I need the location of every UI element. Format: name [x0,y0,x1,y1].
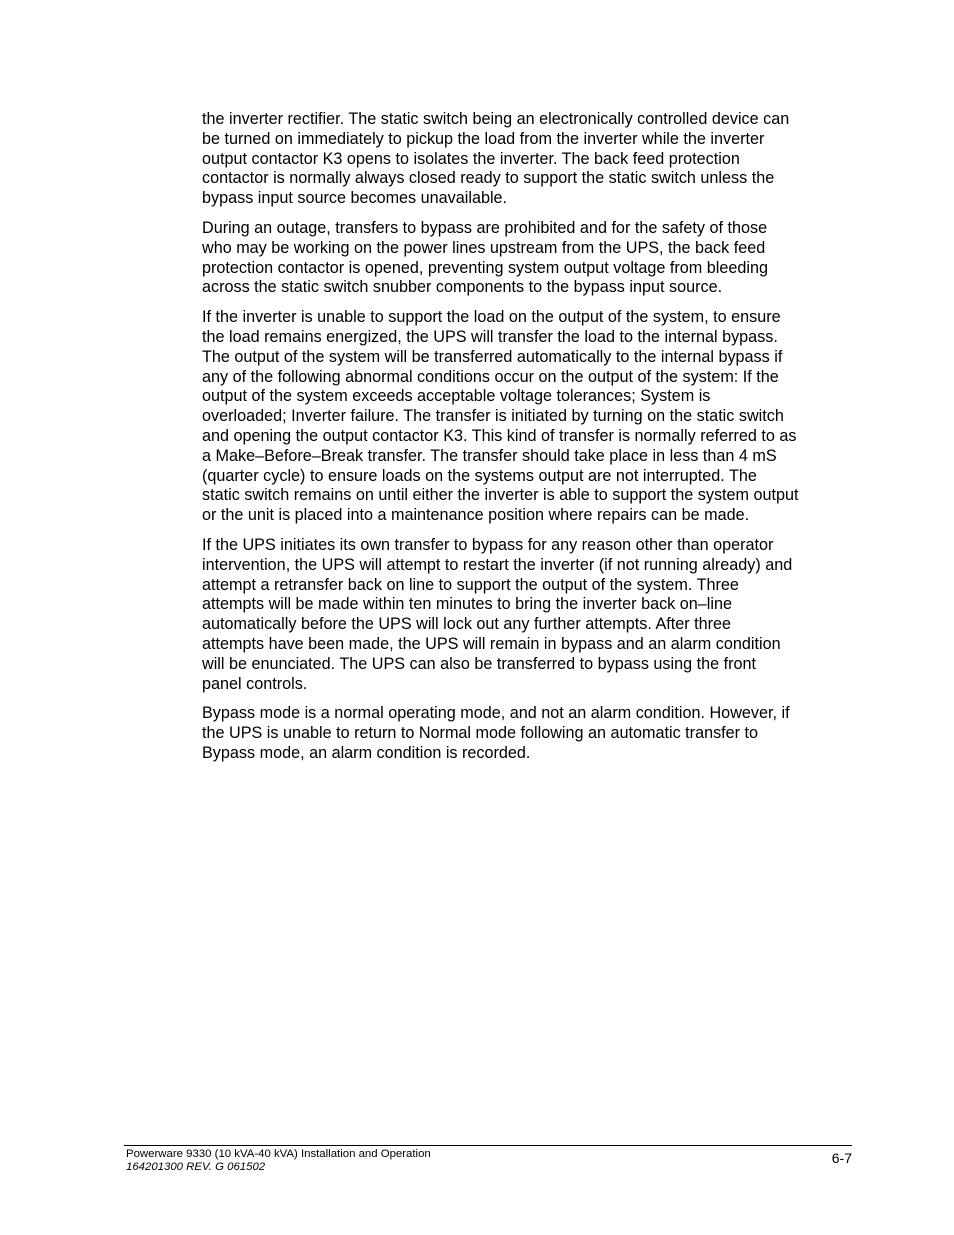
text-line: output contactor K3 opens to isolates the inverter. The back feed protection [202,149,740,168]
text-line: protection contactor is opened, preventing system output voltage from bleeding [202,258,769,277]
text-line: any of the following abnormal conditions occur on the output of the system: If the [202,367,779,386]
text-line: automatically before the UPS will lock out any further attempts. After three [202,615,732,634]
text-line: and opening the output contactor K3. This kind of transfer is normally referred to as [202,426,797,445]
text-line: If the UPS initiates its own transfer to bypass for any reason other than operator [202,535,774,554]
paragraph-static-switch [202,110,846,209]
text-line: across the static switch snubber components to the bypass input source. [202,278,723,297]
text-line: panel controls. [202,674,308,693]
text-line: who may be working on the power lines upstream from the UPS, the back feed [202,238,766,257]
paragraph-bypass-mode [202,704,846,763]
text-line: a Make–Before–Break transfer. The transfer should take place in less than 4 mS [202,446,777,465]
text-line: intervention, the UPS will attempt to restart the inverter (if not running already) and [202,555,793,574]
text-line: the load remains energized, the UPS will transfer the load to the internal bypass. [202,327,778,346]
footer-info [126,1148,431,1174]
text-line: static switch remains on until either the inverter is able to support the system output [202,486,799,505]
text-line: The output of the system will be transferred automatically to the internal bypass if [202,347,783,366]
text-line: contactor is normally always closed ready to support the static switch unless the [202,169,775,188]
text-line: the inverter rectifier. The static switch being an electronically controlled device can [202,110,790,128]
text-line: overloaded; Inverter failure. The transfer is initiated by turning on the static switch [202,407,784,426]
text-line: bypass input source becomes unavailable. [202,189,508,208]
text-line: or the unit is placed into a maintenance position where repairs can be made. [202,506,750,525]
text-line: the UPS is unable to return to Normal mode following an automatic transfer to [202,724,759,743]
page-footer [124,1145,852,1173]
paragraph-outage [202,219,846,298]
paragraph-automatic-transfer [202,308,846,526]
footer-doc-number: 164201300 REV. G 061502 [126,1161,266,1173]
page-body [202,110,846,774]
text-line: output of the system exceeds acceptable voltage tolerances; System is [202,387,711,406]
text-line: will be enunciated. The UPS can also be transferred to bypass using the front [202,654,756,673]
footer-title: Powerware 9330 (10 kVA-40 kVA) Installation and Operation [126,1148,431,1160]
text-line: During an outage, transfers to bypass are prohibited and for the safety of those [202,218,768,237]
text-line: be turned on immediately to pickup the load from the inverter while the inverter [202,129,765,148]
text-line: attempts will be made within ten minutes to bring the inverter back on–line [202,595,732,614]
text-line: If the inverter is unable to support the load on the output of the system, to ensure [202,308,781,327]
text-line: Bypass mode, an alarm condition is recorded. [202,743,531,762]
text-line: Bypass mode is a normal operating mode, and not an alarm condition. However, if [202,704,790,723]
page-number: 6-7 [831,1150,852,1166]
text-line: (quarter cycle) to ensure loads on the systems output are not interrupted. The [202,466,757,485]
text-line: attempt a retransfer back on line to support the output of the system. Three [202,575,739,594]
paragraph-retransfer [202,536,846,694]
text-line: attempts have been made, the UPS will remain in bypass and an alarm condition [202,634,781,653]
